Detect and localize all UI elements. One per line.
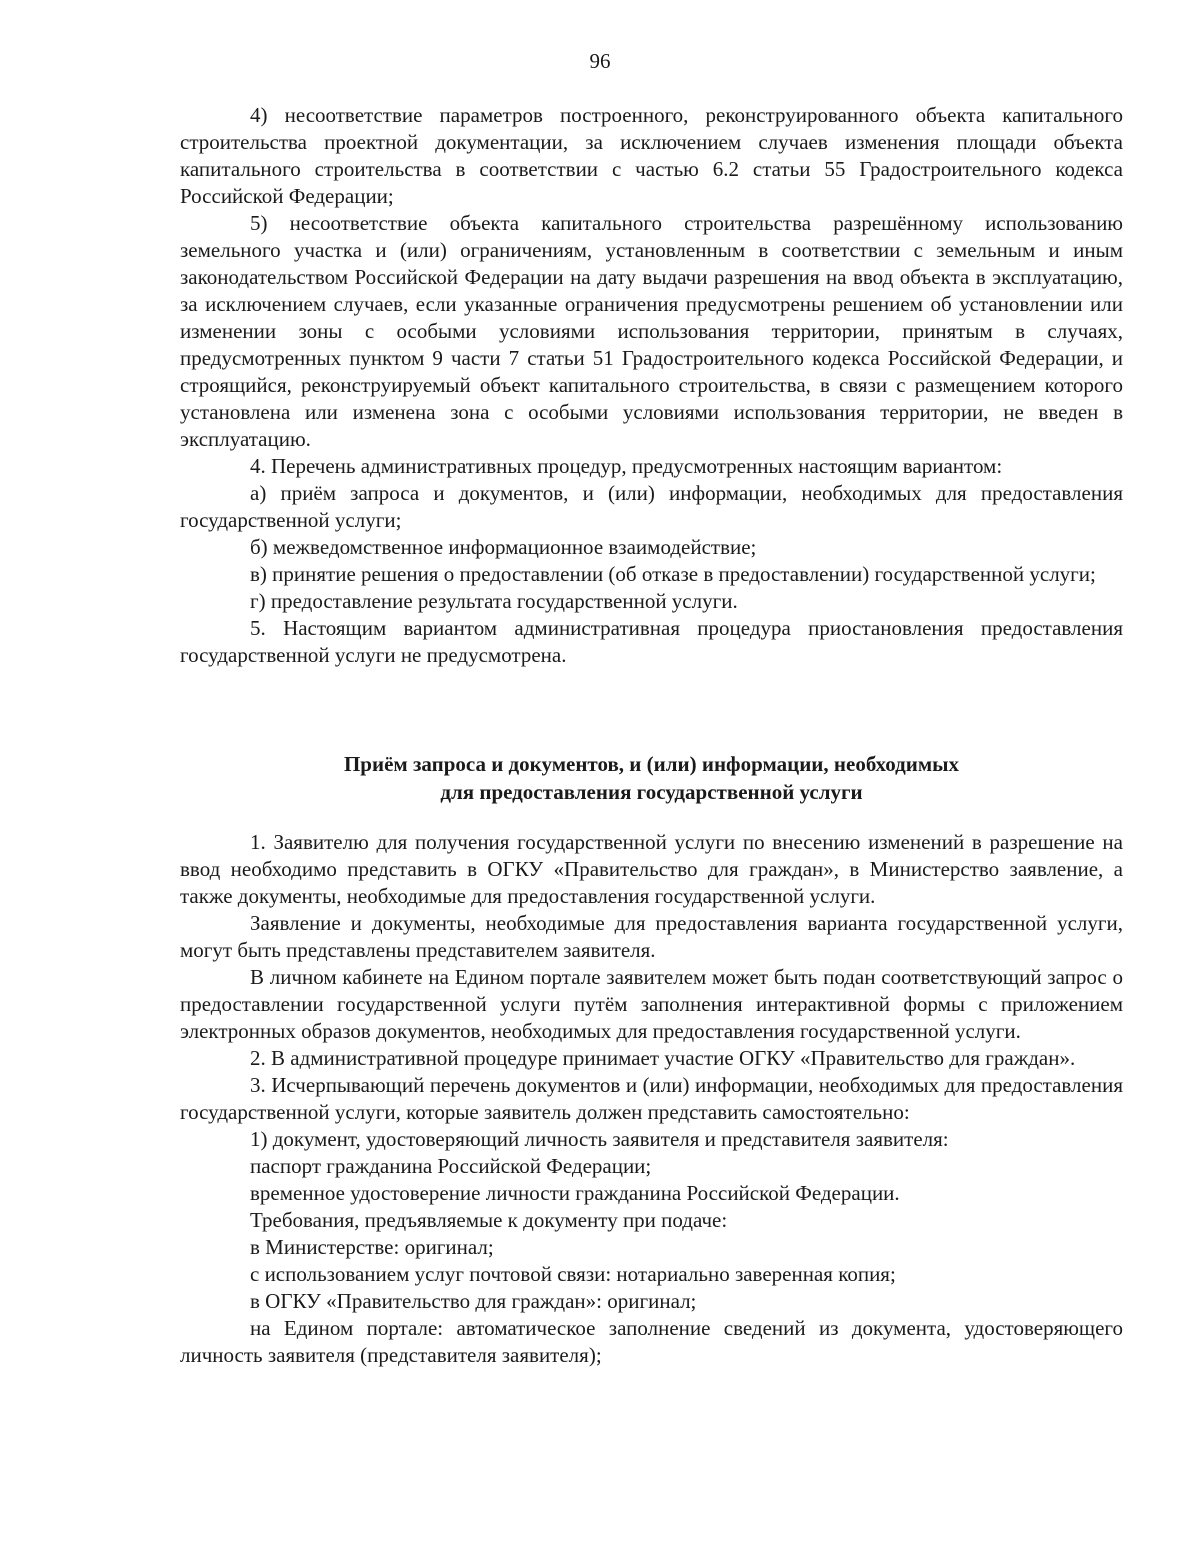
page-number: 96 xyxy=(589,49,611,73)
paragraph: 2. В административной процедуре принимает участие ОГКУ «Правительство для граждан». xyxy=(250,1046,1076,1070)
body-text-before-heading xyxy=(180,102,1123,669)
paragraph: Заявление и документы, необходимые для предоставления варианта государственной услуги, могут быть представлены представителем заявителя. xyxy=(180,911,1123,962)
paragraph: 5. Настоящим вариантом административная процедура приостановления предоставления государственной услуги не предусмотрена. xyxy=(180,616,1123,667)
section-heading-line: для предоставления государственной услуги xyxy=(440,780,863,804)
section-heading-line: Приём запроса и документов, и (или) информации, необходимых xyxy=(343,752,960,776)
section-heading xyxy=(180,750,1123,806)
paragraph: 3. Исчерпывающий перечень документов и (или) информации, необходимых для предоставления государственной услуги, которые заявитель должен представить самостоятельно: xyxy=(180,1073,1123,1124)
paragraph: б) межведомственное информационное взаимодействие; xyxy=(250,535,757,559)
paragraph: В личном кабинете на Едином портале заявителем может быть подан соответствующий запрос о предоставлении государственной услуги путём заполнения интерактивной формы с приложением электронных образов документов, необходимых для предоставления государственной услуги. xyxy=(180,965,1123,1043)
paragraph: 4. Перечень административных процедур, предусмотренных настоящим вариантом: xyxy=(250,454,1003,478)
paragraph: 5) несоответствие объекта капитального строительства разрешённому использованию земельного участка и (или) ограничениям, установленным в соответствии с земельным и иным законодательством Российской Федерации на дату выдачи разрешения на ввод объекта в эксплуатацию, за исключением случаев, если указанные ограничения предусмотрены решением об установлении или изменении зоны с особыми условиями использования территории, принятым в случаях, предусмотренных пунктом 9 части 7 статьи 51 Градостроительного кодекса Российской Федерации, и строящийся, реконструируемый объект капитального строительства, в связи с размещением которого установлена или изменена зона с особыми условиями использования территории, не введен в эксплуатацию. xyxy=(180,211,1123,451)
paragraph: в Министерстве: оригинал; xyxy=(250,1235,494,1259)
body-text-after-heading xyxy=(180,829,1123,1369)
paragraph: а) приём запроса и документов, и (или) информации, необходимых для предоставления государственной услуги; xyxy=(180,481,1123,532)
paragraph: 1. Заявителю для получения государственной услуги по внесению изменений в разрешение на ввод необходимо представить в ОГКУ «Правительство для граждан», в Министерство заявление, а также документы, необходимые для предоставления государственной услуги. xyxy=(180,830,1123,908)
paragraph: 1) документ, удостоверяющий личность заявителя и представителя заявителя: xyxy=(250,1127,949,1151)
paragraph: паспорт гражданина Российской Федерации; xyxy=(250,1154,652,1178)
paragraph: в ОГКУ «Правительство для граждан»: оригинал; xyxy=(250,1289,697,1313)
paragraph: временное удостоверение личности гражданина Российской Федерации. xyxy=(250,1181,900,1205)
paragraph: в) принятие решения о предоставлении (об отказе в предоставлении) государственной услуги; xyxy=(250,562,1096,586)
paragraph: г) предоставление результата государственной услуги. xyxy=(250,589,738,613)
paragraph: с использованием услуг почтовой связи: нотариально заверенная копия; xyxy=(250,1262,896,1286)
paragraph: 4) несоответствие параметров построенного, реконструированного объекта капитального строительства проектной документации, за исключением случаев изменения площади объекта капитального строительства в соответствии с частью 6.2 статьи 55 Градостроительного кодекса Российской Федерации; xyxy=(180,103,1123,208)
paragraph: Требования, предъявляемые к документу при подаче: xyxy=(250,1208,728,1232)
paragraph: на Едином портале: автоматическое заполнение сведений из документа, удостоверяющего личность заявителя (представителя заявителя); xyxy=(180,1316,1123,1367)
